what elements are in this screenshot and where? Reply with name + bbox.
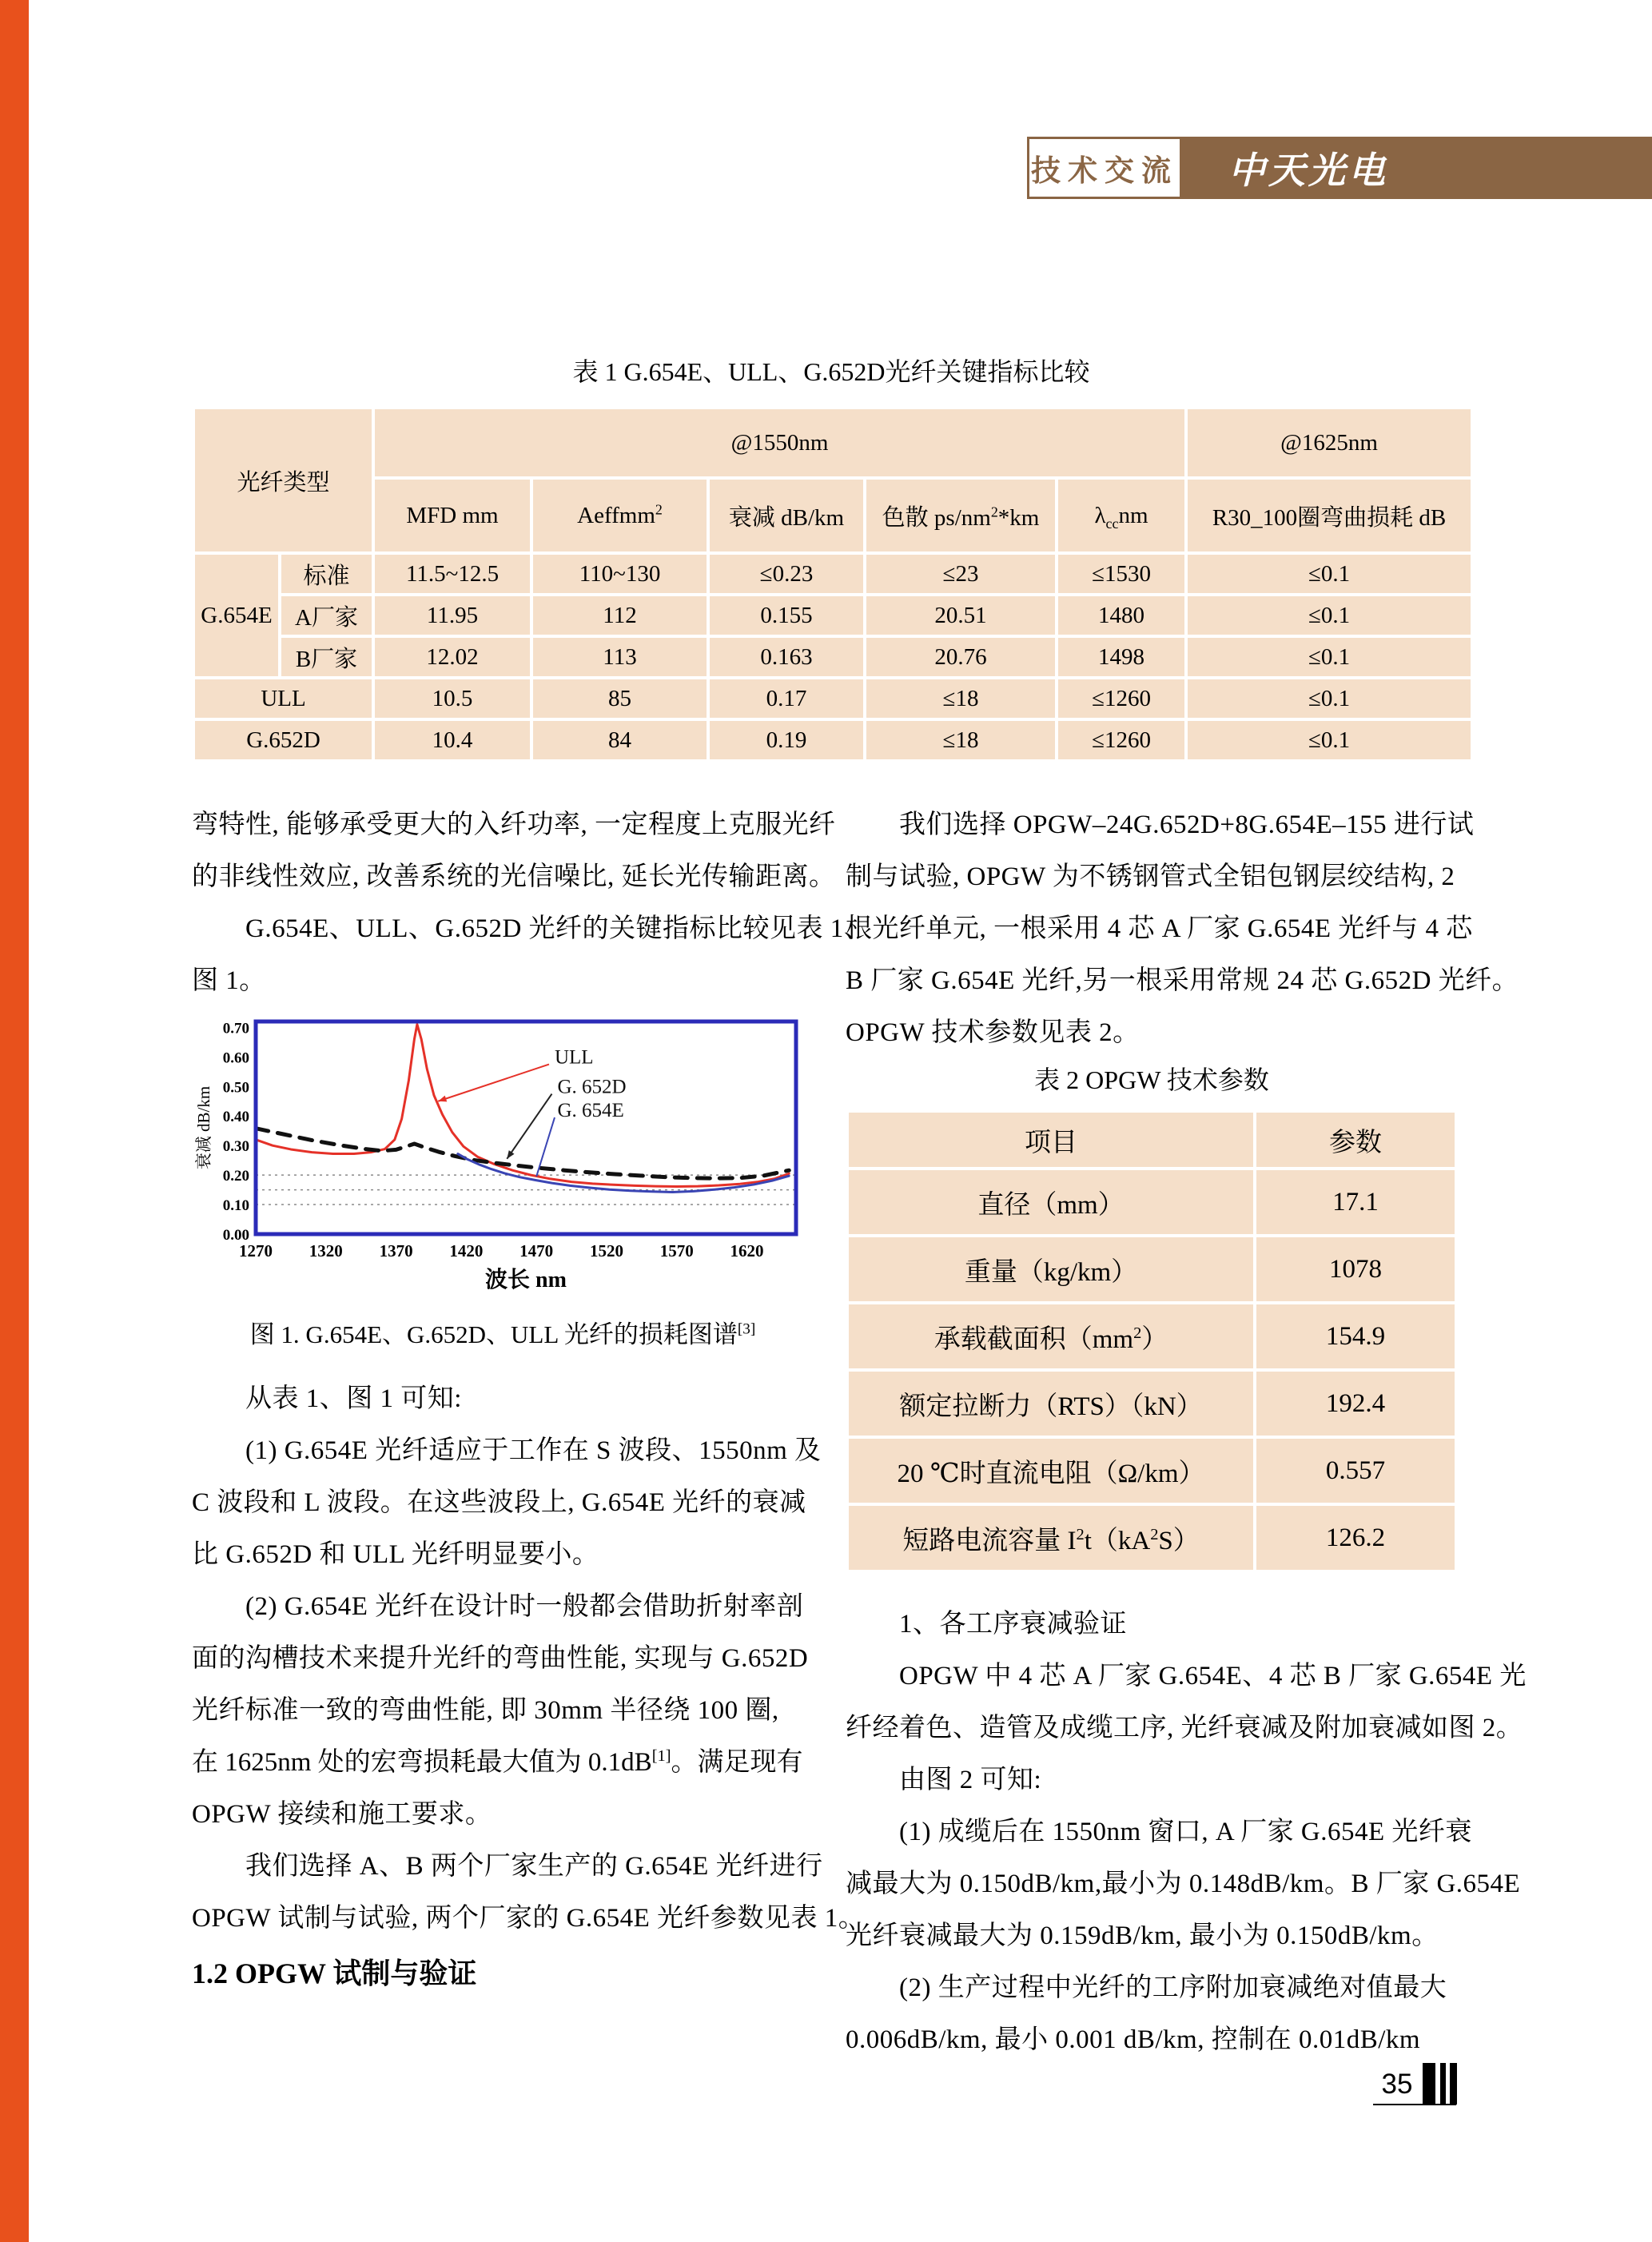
table2-row-rts (849, 1372, 1455, 1436)
text-line: 面的沟槽技术来提升光纤的弯曲性能, 实现与 G.652D (192, 1644, 809, 1673)
left-accent-strip (0, 0, 29, 2242)
table1-title: 表 1 G.654E、ULL、G.652D光纤关键指标比较 (572, 357, 1090, 386)
table2-row-cross-section (849, 1304, 1455, 1368)
table1-cell: ≤0.1 (1188, 721, 1471, 759)
table2-row-dc-resistance (849, 1439, 1455, 1503)
table1-row-g652d (195, 721, 1471, 759)
table1-header-fiber-type: 光纤类型 (195, 409, 372, 552)
table1-cell: 1498 (1058, 638, 1184, 676)
table1-cell: 0.155 (710, 596, 863, 635)
x-tick-label: 1320 (309, 1241, 343, 1260)
text-line: 0.006dB/km, 最小 0.001 dB/km, 控制在 0.01dB/km (846, 2025, 1421, 2054)
table1-cell: 12.02 (375, 638, 530, 676)
table2-value-cell: 0.557 (1256, 1439, 1455, 1503)
text-line: OPGW 试制与试验, 两个厂家的 G.654E 光纤参数见表 1。 (192, 1904, 866, 1933)
table1-cell: ≤23 (866, 555, 1055, 593)
left-line-with-reference: 在 1625nm 处的宏弯损耗最大值为 0.1dB[1]。满足现有 (192, 1747, 803, 1777)
text-line: 光纤标准一致的弯曲性能, 即 30mm 半径绕 100 圈, (192, 1696, 779, 1725)
table1-cell: 1480 (1058, 596, 1184, 635)
y-tick-label: 0.20 (222, 1168, 249, 1185)
text-line: OPGW 中 4 芯 A 厂家 G.654E、4 芯 B 厂家 G.654E 光 (846, 1662, 1527, 1690)
legend-arrowhead (438, 1096, 447, 1102)
series-ULL (256, 1025, 789, 1187)
table1-cell: ≤0.1 (1188, 555, 1471, 593)
table1-cell: 20.76 (866, 638, 1055, 676)
table1-col-aeff: Aeffmm$^2$ (533, 480, 707, 552)
table1-cell: 112 (533, 596, 707, 635)
x-tick-label: 1370 (379, 1241, 413, 1260)
x-tick-label: 1470 (519, 1241, 554, 1260)
table1-cell: 10.4 (375, 721, 530, 759)
table2-item-cell: 额定拉断力（RTS）（kN） (849, 1372, 1253, 1436)
page-number: 35 (1381, 2069, 1413, 2100)
text-line: B 厂家 G.654E 光纤,另一根采用常规 24 芯 G.652D 光纤。 (846, 966, 1519, 995)
legend-label-G652D: G. 652D (557, 1076, 627, 1098)
table1-header-1550: @1550nm (375, 409, 1184, 476)
x-tick-label: 1270 (239, 1241, 273, 1260)
y-axis-title: 衰减 dB/km (194, 1085, 213, 1170)
table1-cell: ≤18 (866, 721, 1055, 759)
table1-cell: ≤1260 (1058, 679, 1184, 718)
table2-value-cell: 1078 (1256, 1237, 1455, 1301)
y-tick-label: 0.10 (222, 1197, 249, 1215)
table1-cell: 11.5~12.5 (375, 555, 530, 593)
table1-cell: ≤0.1 (1188, 679, 1471, 718)
text-line: C 波段和 L 波段。在这些波段上, G.654E 光纤的衰减 (192, 1488, 806, 1517)
figure1-loss-spectra-chart (193, 1009, 801, 1312)
right-paragraphs-bottom (846, 1599, 1527, 2066)
table1-row-vendor-b (195, 638, 1471, 676)
table2-row-weight (849, 1237, 1455, 1301)
table2-header-row (849, 1113, 1455, 1167)
bar-mark (1423, 2063, 1435, 2105)
table2-title: 表 2 OPGW 技术参数 (1034, 1065, 1269, 1094)
text-line: (2) 生产过程中光纤的工序附加衰减绝对值最大 (846, 1973, 1447, 2002)
table1-cell: 85 (533, 679, 707, 718)
brand-logo-text: 中天光电 (1228, 150, 1388, 191)
table1-cell: ≤0.1 (1188, 638, 1471, 676)
table1-fiber-comparison (192, 406, 1474, 763)
y-tick-label: 0.40 (222, 1109, 249, 1126)
text-line: 制与试验, OPGW 为不锈钢管式全铝包钢层绞结构, 2 (846, 862, 1455, 891)
bar-mark (1440, 2063, 1446, 2105)
text-line: OPGW 技术参数见表 2。 (846, 1018, 1140, 1047)
left-paragraphs-tail (192, 1789, 866, 1945)
table1-cell: ≤1260 (1058, 721, 1184, 759)
table1-col-mfd: MFD mm (375, 480, 530, 552)
figure1-caption: 图 1. G.654E、G.652D、ULL 光纤的损耗图谱[3] (249, 1320, 756, 1348)
x-tick-label: 1420 (449, 1241, 484, 1260)
text-line: 弯特性, 能够承受更大的入纤功率, 一定程度上克服光纤 (192, 810, 836, 839)
x-tick-label: 1620 (730, 1241, 764, 1260)
y-tick-label: 0.70 (222, 1020, 249, 1037)
table1-cell: 20.51 (866, 596, 1055, 635)
table1-col-lambda-cc: $\lambda_{cc}nm$ (1058, 480, 1184, 552)
table1-cell: 0.17 (710, 679, 863, 718)
table1-col-attenuation: 衰减 dB/km (710, 480, 863, 552)
table2-item-cell: 直径（mm） (849, 1170, 1253, 1234)
table1-cell: 10.5 (375, 679, 530, 718)
table1-col-bend-loss: R30_100圈弯曲损耗 dB (1188, 480, 1471, 552)
bar-mark (1450, 2063, 1457, 2105)
text-line: 从表 1、图 1 可知: (192, 1384, 462, 1413)
text-line: 我们选择 A、B 两个厂家生产的 G.654E 光纤进行 (192, 1852, 823, 1881)
text-line: 的非线性效应, 改善系统的光信噪比, 延长光传输距离。 (192, 862, 836, 891)
table1-header-row1 (195, 409, 1471, 476)
x-tick-label: 1570 (659, 1241, 694, 1260)
table1-cell: ≤18 (866, 679, 1055, 718)
table2-header-item: 项目 (849, 1113, 1253, 1167)
table2-row-diameter (849, 1170, 1455, 1234)
table1-cell: 0.19 (710, 721, 863, 759)
table2-value-cell: 17.1 (1256, 1170, 1455, 1234)
plot-border (256, 1021, 796, 1234)
section-heading-1-2: 1.2 OPGW 试制与验证 (192, 1957, 477, 1989)
text-line: 图 1。 (192, 966, 266, 995)
text-line: 比 G.652D 和 ULL 光纤明显要小。 (192, 1540, 599, 1569)
text-line: 光纤衰减最大为 0.159dB/km, 最小为 0.150dB/km。 (846, 1921, 1439, 1950)
table1-row-ull (195, 679, 1471, 718)
left-paragraphs-mid (192, 1373, 822, 1737)
text-line: 纤经着色、造管及成缆工序, 光纤衰减及附加衰减如图 2。 (846, 1714, 1523, 1742)
brand-bar (1182, 137, 1652, 199)
table2-value-cell: 126.2 (1256, 1506, 1455, 1570)
text-line: 减最大为 0.150dB/km,最小为 0.148dB/km。B 厂家 G.654E (846, 1870, 1521, 1898)
table1-cell-g654e-group: G.654E (195, 555, 278, 676)
table1-cell: ≤0.1 (1188, 596, 1471, 635)
left-paragraphs-top (192, 799, 871, 1007)
table1-cell: B厂家 (281, 638, 372, 676)
table1-cell: 113 (533, 638, 707, 676)
text-line: 由图 2 可知: (846, 1766, 1042, 1794)
table1-cell: 0.163 (710, 638, 863, 676)
table1-cell: ≤1530 (1058, 555, 1184, 593)
table1-row-standard (195, 555, 1471, 593)
text-line: (1) G.654E 光纤适应于工作在 S 波段、1550nm 及 (192, 1436, 822, 1465)
table2-value-cell: 154.9 (1256, 1304, 1455, 1368)
y-tick-label: 0.30 (222, 1138, 249, 1156)
table1-cell: 110~130 (533, 555, 707, 593)
table1-row-vendor-a (195, 596, 1471, 635)
table2-item-cell: 20 ℃时直流电阻（Ω/km） (849, 1439, 1253, 1503)
text-line: G.654E、ULL、G.652D 光纤的关键指标比较见表 1、 (192, 914, 871, 943)
legend-label-G654E: G. 654E (557, 1099, 624, 1121)
y-tick-label: 0.50 (222, 1079, 249, 1097)
text-line: 1、各工序衰减验证 (846, 1610, 1127, 1639)
x-tick-label: 1520 (589, 1241, 623, 1260)
header-section-label: 技术交流 (1031, 154, 1178, 187)
figure1-svg (193, 1009, 801, 1312)
table1-header-1625: @1625nm (1188, 409, 1471, 476)
table2-value-cell: 192.4 (1256, 1372, 1455, 1436)
table1-cell: ≤0.23 (710, 555, 863, 593)
text-line: (1) 成缆后在 1550nm 窗口, A 厂家 G.654E 光纤衰 (846, 1818, 1472, 1846)
text-line: OPGW 接续和施工要求。 (192, 1800, 492, 1829)
y-tick-label: 0.60 (222, 1049, 249, 1067)
legend-arrowhead (507, 1150, 514, 1159)
x-axis-title: 波长 nm (485, 1268, 567, 1292)
table1-header-row2 (195, 480, 1471, 552)
y-tick-label: 0.00 (222, 1227, 249, 1244)
text-line: (2) G.654E 光纤在设计时一般都会借助折射率剖 (192, 1592, 804, 1621)
page-corner-bars-icon (1423, 2063, 1457, 2105)
table2-opgw-parameters (846, 1109, 1458, 1573)
table2-row-short-circuit (849, 1506, 1455, 1570)
legend-label-ULL: ULL (554, 1046, 594, 1069)
table1-cell: 11.95 (375, 596, 530, 635)
table1-cell: ULL (195, 679, 372, 718)
right-paragraphs-top (846, 799, 1519, 1059)
series-G654E (458, 1154, 789, 1193)
legend-leader-line (438, 1065, 549, 1101)
table2-item-cell: 重量（kg/km） (849, 1237, 1253, 1301)
table1-cell: A厂家 (281, 596, 372, 635)
table2-header-param: 参数 (1256, 1113, 1455, 1167)
text-line: 根光纤单元, 一根采用 4 芯 A 厂家 G.654E 光纤与 4 芯 (846, 914, 1473, 943)
table2-item-cell: 短路电流容量 $I^2t(kA^2S)$ (849, 1506, 1253, 1570)
table1-cell: G.652D (195, 721, 372, 759)
text-line: 我们选择 OPGW–24G.652D+8G.654E–155 进行试 (846, 810, 1475, 839)
table2-item-cell: 承载截面积$(mm^2)$ (849, 1304, 1253, 1368)
table1-cell: 标准 (281, 555, 372, 593)
table1-col-dispersion: 色散 $ps/nm^2*km$ (866, 480, 1055, 552)
header-section-box (1027, 137, 1182, 199)
table1-cell: 84 (533, 721, 707, 759)
